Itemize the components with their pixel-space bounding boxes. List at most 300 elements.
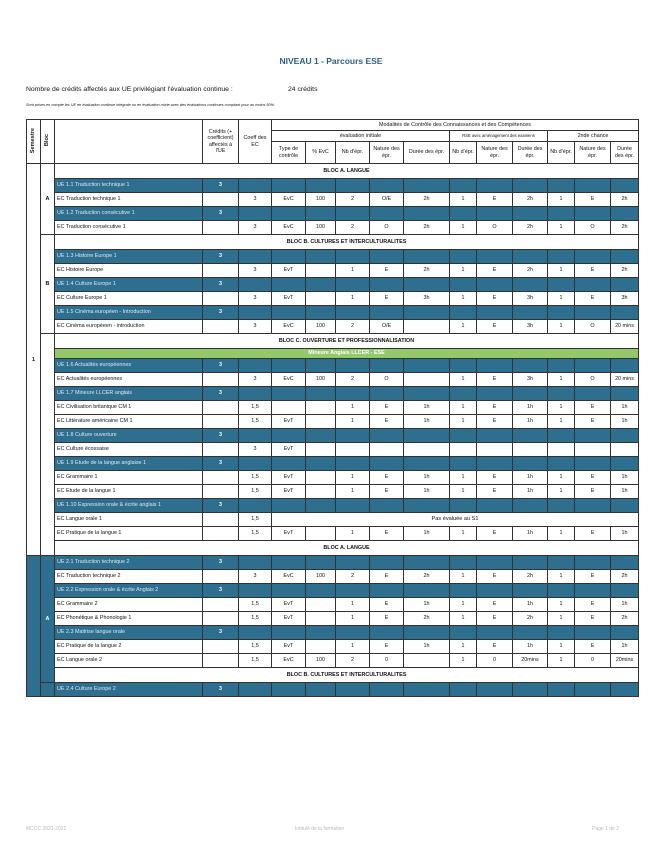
ec-nb: 1 <box>336 598 370 612</box>
ec-rnature: E <box>477 640 513 654</box>
ue-empty-cell <box>513 556 548 570</box>
header-nature: Nature des épr. <box>370 142 404 164</box>
ue-empty-cell <box>404 499 450 513</box>
ec-credits-empty <box>203 415 239 429</box>
ue-row <box>27 278 639 292</box>
ec-rnb: 1 <box>450 654 477 668</box>
ue-empty-cell <box>272 207 306 221</box>
ue-empty-cell <box>450 626 477 640</box>
ec-rnature: E <box>477 527 513 541</box>
bloc-letter-cell <box>41 334 55 556</box>
ec-sduree: 1h <box>611 527 639 541</box>
ue-empty-cell <box>239 556 272 570</box>
ec-label: EC Traduction technique 1 <box>55 193 203 207</box>
header-coeff: Coeff des EC <box>239 120 272 164</box>
ue-empty-cell <box>336 179 370 193</box>
ec-credits-empty <box>203 527 239 541</box>
ue-empty-cell <box>370 387 404 401</box>
ec-not-evaluated: Pas évaluée au S1 <box>272 513 639 527</box>
bloc-heading: BLOC B. CULTURES ET INTERCULTURALITES <box>55 235 639 250</box>
ec-sduree: 1h <box>611 598 639 612</box>
bloc-heading-row <box>27 334 639 349</box>
ue-empty-cell <box>450 457 477 471</box>
ue-empty-cell <box>575 207 611 221</box>
ue-credits: 3 <box>203 250 239 264</box>
header-sc-nature: Nature des épr. <box>575 142 611 164</box>
ue-row <box>27 429 639 443</box>
ue-empty-cell <box>513 278 548 292</box>
ec-row <box>27 471 639 485</box>
ec-type: EvT <box>272 443 306 457</box>
ue-empty-cell <box>611 556 639 570</box>
ue-empty-cell <box>611 429 639 443</box>
ec-rduree: 3h <box>513 292 548 306</box>
ue-empty-cell <box>611 387 639 401</box>
ec-rnature: E <box>477 598 513 612</box>
ec-nb: 2 <box>336 221 370 235</box>
ue-empty-cell <box>370 584 404 598</box>
ec-snb: 1 <box>548 612 575 626</box>
ue-empty-cell <box>306 556 336 570</box>
ue-empty-cell <box>370 278 404 292</box>
ec-credits-empty <box>203 570 239 584</box>
ec-coeff: 1,5 <box>239 485 272 499</box>
ec-rnb: 1 <box>450 264 477 278</box>
ec-nature: O/E <box>370 193 404 207</box>
ue-label: UE 2.4 Culture Europe 2 <box>55 683 203 697</box>
ue-empty-cell <box>336 306 370 320</box>
ec-coeff: 1,5 <box>239 527 272 541</box>
ue-credits: 3 <box>203 306 239 320</box>
ec-nb: 2 <box>336 570 370 584</box>
ec-sduree: 1h <box>611 415 639 429</box>
ec-duree: 1h <box>404 471 450 485</box>
ec-pct <box>306 401 336 415</box>
ec-row <box>27 654 639 668</box>
ue-empty-cell <box>575 499 611 513</box>
ec-sduree: 3h <box>611 292 639 306</box>
ec-coeff: 3 <box>239 320 272 334</box>
ue-empty-cell <box>336 457 370 471</box>
ec-snature: E <box>575 598 611 612</box>
ue-empty-cell <box>450 499 477 513</box>
ec-nature: E <box>370 292 404 306</box>
ec-sduree: 2h <box>611 193 639 207</box>
ec-rnature: E <box>477 612 513 626</box>
ec-snature: E <box>575 612 611 626</box>
ec-pct <box>306 292 336 306</box>
ue-empty-cell <box>306 250 336 264</box>
ec-duree: 2h <box>404 221 450 235</box>
ue-empty-cell <box>513 179 548 193</box>
ue-empty-cell <box>575 387 611 401</box>
ue-label: UE 2.2 Expression orale & écrite Anglais 2 <box>55 584 203 598</box>
ue-empty-cell <box>450 306 477 320</box>
ec-type: EvT <box>272 485 306 499</box>
ec-rnature: 0 <box>477 654 513 668</box>
ec-rnature: E <box>477 471 513 485</box>
ue-empty-cell <box>239 387 272 401</box>
ue-empty-cell <box>575 359 611 373</box>
ue-empty-cell <box>575 626 611 640</box>
ue-empty-cell <box>611 207 639 221</box>
ue-empty-cell <box>548 306 575 320</box>
ue-empty-cell <box>272 429 306 443</box>
ec-nb: 2 <box>336 320 370 334</box>
ec-pct <box>306 471 336 485</box>
ue-empty-cell <box>477 387 513 401</box>
ue-credits: 3 <box>203 359 239 373</box>
note-text: Sont prises en compte les UE en évaluation continue intégrale ou en évaluation mixte avec des évaluations continues comptant pour au moins 50%. <box>26 103 276 107</box>
bloc-letter-cell: A <box>41 164 55 235</box>
header-blank <box>55 120 203 164</box>
ue-empty-cell <box>477 499 513 513</box>
ue-label: UE 1.8 Culture ouverture <box>55 429 203 443</box>
bloc-heading: BLOC A. LANGUE <box>55 164 639 179</box>
ec-label: EC Littérature américaine CM 1 <box>55 415 203 429</box>
ec-rduree: 2h <box>513 570 548 584</box>
bloc-heading-row <box>27 668 639 683</box>
ec-rduree: 2h <box>513 221 548 235</box>
ue-credits: 3 <box>203 626 239 640</box>
ue-empty-cell <box>272 626 306 640</box>
ec-rduree: 1h <box>513 401 548 415</box>
ec-rduree: 2h <box>513 264 548 278</box>
ec-pct: 100 <box>306 654 336 668</box>
ec-rnature: E <box>477 415 513 429</box>
header-second-chance: 2nde chance <box>548 131 639 142</box>
ue-empty-cell <box>477 179 513 193</box>
ue-empty-cell <box>548 179 575 193</box>
ec-credits-empty <box>203 443 239 457</box>
ec-rnb: 1 <box>450 401 477 415</box>
header-credits: Crédits (+ coefficient) affectés à l'UE <box>203 120 239 164</box>
ue-row <box>27 359 639 373</box>
ue-row <box>27 306 639 320</box>
bloc-letter-cell <box>41 683 55 697</box>
ue-empty-cell <box>272 359 306 373</box>
ue-credits: 3 <box>203 584 239 598</box>
ue-empty-cell <box>239 207 272 221</box>
ec-nature: E <box>370 570 404 584</box>
ue-empty-cell <box>272 250 306 264</box>
ec-sduree: 2h <box>611 612 639 626</box>
ue-row <box>27 499 639 513</box>
ec-coeff: 1,5 <box>239 401 272 415</box>
ec-nb: 1 <box>336 401 370 415</box>
ec-rduree: 3h <box>513 320 548 334</box>
ec-duree: 2h <box>404 264 450 278</box>
ec-row <box>27 485 639 499</box>
ue-empty-cell <box>575 250 611 264</box>
ec-sduree: 1h <box>611 471 639 485</box>
ec-duree: 2h <box>404 193 450 207</box>
ue-empty-cell <box>306 683 336 697</box>
ec-snb: 1 <box>548 570 575 584</box>
header-duree: Durée des épr. <box>404 142 450 164</box>
ec-nb: 1 <box>336 612 370 626</box>
ec-row <box>27 527 639 541</box>
ue-empty-cell <box>450 359 477 373</box>
ue-row <box>27 387 639 401</box>
ue-credits: 3 <box>203 499 239 513</box>
ue-empty-cell <box>477 683 513 697</box>
mccc-table <box>26 119 639 697</box>
ue-empty-cell <box>404 359 450 373</box>
ue-empty-cell <box>513 250 548 264</box>
ec-snb: 1 <box>548 264 575 278</box>
ec-row <box>27 193 639 207</box>
ec-nb: 2 <box>336 193 370 207</box>
ue-credits: 3 <box>203 387 239 401</box>
ec-rnb: 1 <box>450 292 477 306</box>
ec-type <box>272 401 306 415</box>
ec-nature: E <box>370 401 404 415</box>
ue-empty-cell <box>575 306 611 320</box>
ue-label: UE 1.4 Culture Europe 1 <box>55 278 203 292</box>
ec-coeff: 3 <box>239 292 272 306</box>
credits-value: 24 crédits <box>288 86 318 93</box>
ec-type: EvC <box>272 570 306 584</box>
ue-label: UE 2.1 Traduction technique 2 <box>55 556 203 570</box>
ec-duree: 1h <box>404 640 450 654</box>
ec-nature: E <box>370 264 404 278</box>
ec-nature: E <box>370 640 404 654</box>
ue-empty-cell <box>306 499 336 513</box>
ue-empty-cell <box>239 250 272 264</box>
ue-empty-cell <box>450 278 477 292</box>
ec-sduree: 20mins <box>611 654 639 668</box>
ue-empty-cell <box>450 207 477 221</box>
ec-nature: E <box>370 485 404 499</box>
ue-empty-cell <box>513 359 548 373</box>
ec-duree: 1h <box>404 485 450 499</box>
ec-nb: 2 <box>336 373 370 387</box>
ue-empty-cell <box>239 683 272 697</box>
ue-empty-cell <box>239 278 272 292</box>
header-rse: RSE avec aménagement des examens <box>450 131 548 142</box>
ec-rduree: 20mins <box>513 654 548 668</box>
ec-pct: 100 <box>306 570 336 584</box>
ue-empty-cell <box>404 387 450 401</box>
ec-type: EvT <box>272 264 306 278</box>
ec-nb: 1 <box>336 415 370 429</box>
ec-pct <box>306 612 336 626</box>
ec-label: EC Etude de la langue 1 <box>55 485 203 499</box>
ec-pct <box>306 598 336 612</box>
ue-empty-cell <box>548 584 575 598</box>
ec-label: EC Culture écossaise <box>55 443 203 457</box>
ec-nb: 1 <box>336 292 370 306</box>
header-sc-duree: Durée des épr. <box>611 142 639 164</box>
ue-empty-cell <box>611 584 639 598</box>
ec-rnature <box>477 443 513 457</box>
ue-label: UE 1.5 Cinéma européen - Introduction <box>55 306 203 320</box>
ue-empty-cell <box>370 250 404 264</box>
ue-empty-cell <box>336 499 370 513</box>
ue-empty-cell <box>306 626 336 640</box>
ec-snb: 1 <box>548 527 575 541</box>
ue-empty-cell <box>477 207 513 221</box>
ec-label: EC Culture Europe 1 <box>55 292 203 306</box>
ue-empty-cell <box>239 306 272 320</box>
ec-type: EvT <box>272 612 306 626</box>
ec-nb: 1 <box>336 640 370 654</box>
ec-rnb <box>450 443 477 457</box>
ec-duree <box>404 373 450 387</box>
ec-snb: 1 <box>548 485 575 499</box>
ue-empty-cell <box>548 556 575 570</box>
ue-credits: 3 <box>203 556 239 570</box>
ue-empty-cell <box>336 626 370 640</box>
ec-row <box>27 513 639 527</box>
header-rse-nature: Nature des épr. <box>477 142 513 164</box>
ec-snb: 1 <box>548 292 575 306</box>
ec-snature: E <box>575 527 611 541</box>
ue-empty-cell <box>306 278 336 292</box>
ue-empty-cell <box>336 359 370 373</box>
ec-pct <box>306 443 336 457</box>
ue-empty-cell <box>239 457 272 471</box>
ec-row <box>27 612 639 626</box>
ue-empty-cell <box>575 556 611 570</box>
ec-rnature: E <box>477 264 513 278</box>
ec-rnature: E <box>477 373 513 387</box>
ec-nb: 1 <box>336 485 370 499</box>
ue-empty-cell <box>548 499 575 513</box>
ue-empty-cell <box>239 359 272 373</box>
ue-empty-cell <box>513 306 548 320</box>
ue-empty-cell <box>575 429 611 443</box>
ec-rnb: 1 <box>450 640 477 654</box>
ue-empty-cell <box>575 278 611 292</box>
ec-snature: E <box>575 570 611 584</box>
ue-empty-cell <box>272 584 306 598</box>
ue-credits: 3 <box>203 207 239 221</box>
ec-rnature: E <box>477 485 513 499</box>
ec-rnb: 1 <box>450 471 477 485</box>
ec-type: EvC <box>272 654 306 668</box>
ue-label: UE 1.1 Traduction technique 1 <box>55 179 203 193</box>
ec-snb: 1 <box>548 640 575 654</box>
ue-empty-cell <box>477 359 513 373</box>
header-rse-nb: Nb d'épr. <box>450 142 477 164</box>
ec-nature: O <box>370 221 404 235</box>
ue-empty-cell <box>370 207 404 221</box>
ue-empty-cell <box>513 457 548 471</box>
ue-empty-cell <box>575 179 611 193</box>
ec-snature <box>575 443 611 457</box>
ue-empty-cell <box>575 683 611 697</box>
ue-empty-cell <box>306 429 336 443</box>
ue-row <box>27 250 639 264</box>
ec-credits-empty <box>203 598 239 612</box>
ec-nature: E <box>370 527 404 541</box>
ec-row <box>27 415 639 429</box>
ue-row <box>27 179 639 193</box>
ec-rnature: E <box>477 292 513 306</box>
ec-rnb: 1 <box>450 598 477 612</box>
ec-nature: E <box>370 598 404 612</box>
ec-nature: E <box>370 471 404 485</box>
ec-row <box>27 221 639 235</box>
ue-credits: 3 <box>203 278 239 292</box>
ec-row <box>27 264 639 278</box>
ue-empty-cell <box>239 584 272 598</box>
ec-row <box>27 443 639 457</box>
ec-rnature: E <box>477 570 513 584</box>
ue-label: UE 1.3 Histoire Europe 1 <box>55 250 203 264</box>
ec-snature: E <box>575 471 611 485</box>
ue-empty-cell <box>272 683 306 697</box>
ec-type: EvT <box>272 292 306 306</box>
ec-duree: 2h <box>404 612 450 626</box>
ec-snature: 0 <box>575 654 611 668</box>
bloc-heading: BLOC C. OUVERTURE ET PROFESSIONNALISATION <box>55 334 639 349</box>
ec-snb: 1 <box>548 401 575 415</box>
ec-snb: 1 <box>548 320 575 334</box>
ec-rnb: 1 <box>450 373 477 387</box>
ec-snature: E <box>575 401 611 415</box>
ue-row <box>27 626 639 640</box>
ue-empty-cell <box>306 359 336 373</box>
ec-snb: 1 <box>548 193 575 207</box>
ue-empty-cell <box>272 278 306 292</box>
ec-nature: E <box>370 612 404 626</box>
ue-credits: 3 <box>203 429 239 443</box>
ue-empty-cell <box>450 250 477 264</box>
ec-snb: 1 <box>548 221 575 235</box>
ec-label: EC Grammaire 2 <box>55 598 203 612</box>
ec-coeff: 1,5 <box>239 471 272 485</box>
ec-snb <box>548 443 575 457</box>
ec-nature <box>370 443 404 457</box>
ue-empty-cell <box>548 626 575 640</box>
ec-type: EvC <box>272 193 306 207</box>
ec-type: EvT <box>272 527 306 541</box>
header-eval-initiale: évaluation initiale <box>272 131 450 142</box>
ec-credits-empty <box>203 612 239 626</box>
ec-nb: 1 <box>336 527 370 541</box>
ec-coeff: 1,5 <box>239 598 272 612</box>
ec-row <box>27 570 639 584</box>
ue-empty-cell <box>611 179 639 193</box>
ec-pct <box>306 640 336 654</box>
ec-rduree: 1h <box>513 415 548 429</box>
ec-label: EC Pratique de la langue 1 <box>55 527 203 541</box>
header-semestre: Semestre <box>27 120 41 164</box>
ue-row <box>27 683 639 697</box>
ec-pct <box>306 527 336 541</box>
ec-duree <box>404 443 450 457</box>
ec-credits-empty <box>203 373 239 387</box>
ue-empty-cell <box>513 429 548 443</box>
ue-empty-cell <box>548 429 575 443</box>
ue-empty-cell <box>611 359 639 373</box>
ec-rnature: E <box>477 320 513 334</box>
ue-empty-cell <box>306 387 336 401</box>
ue-empty-cell <box>272 556 306 570</box>
header-mcc: Modalités de Contrôle des Connaissances et des Compétences <box>272 120 639 131</box>
ue-empty-cell <box>336 429 370 443</box>
ue-empty-cell <box>450 387 477 401</box>
ue-empty-cell <box>477 556 513 570</box>
ec-duree: 3h <box>404 292 450 306</box>
ec-duree: 2h <box>404 570 450 584</box>
ec-row <box>27 640 639 654</box>
ec-coeff: 1,5 <box>239 612 272 626</box>
ue-empty-cell <box>336 584 370 598</box>
